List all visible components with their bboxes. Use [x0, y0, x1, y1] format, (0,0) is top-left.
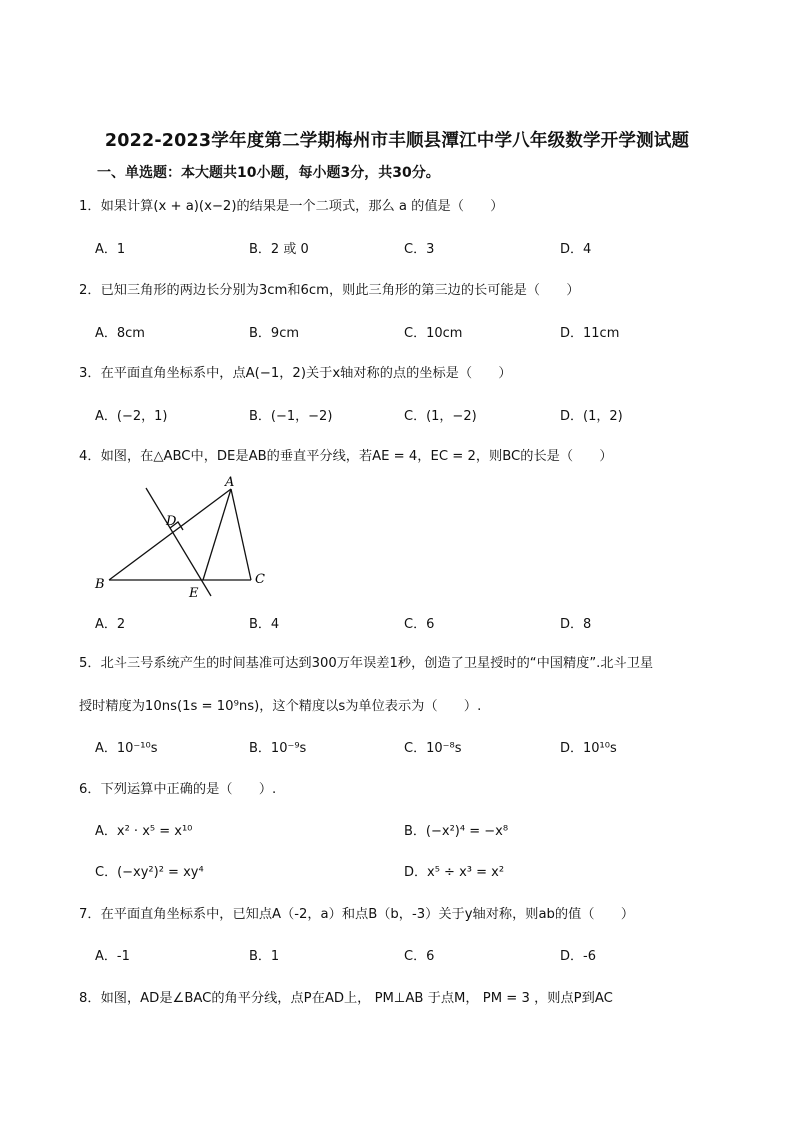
q7-option-b: B．1: [249, 949, 280, 964]
question-6-stem: 6．下列运算中正确的是（ ）.: [79, 782, 277, 797]
q2-option-d: D．11cm: [560, 326, 620, 341]
question-8-stem: 8．如图，AD是∠BAC的角平分线，点P在AD上， PM⊥AB 于点M， PM = 3 ，则点P到AC: [79, 991, 613, 1006]
q6-option-b: B．(−x²)⁴ = −x⁸: [404, 824, 509, 839]
question-5-stem-line2: 授时精度为10ns(1s = 10⁹ns)，这个精度以s为单位表示为（ ）.: [79, 699, 482, 714]
q5-option-c: C．10⁻⁸s: [404, 741, 462, 756]
segment-ac: [231, 489, 251, 580]
question-3-stem: 3．在平面直角坐标系中，点A(−1，2)关于x轴对称的点的坐标是（ ）: [79, 366, 512, 381]
q5-option-a: A．10⁻¹⁰s: [95, 741, 158, 756]
q3-option-d: D．(1，2): [560, 409, 623, 424]
q2-option-c: C．10cm: [404, 326, 463, 341]
q3-option-c: C．(1，−2): [404, 409, 477, 424]
q2-option-a: A．8cm: [95, 326, 145, 341]
q7-option-a: A．-1: [95, 949, 130, 964]
q4-option-a: A．2: [95, 617, 126, 632]
label-b: B: [95, 577, 105, 592]
q6-option-a: A．x² · x⁵ = x¹⁰: [95, 824, 193, 839]
question-2-stem: 2．已知三角形的两边长分别为3cm和6cm，则此三角形的第三边的长可能是（ ）: [79, 283, 580, 298]
q7-option-c: C．6: [404, 949, 435, 964]
question-1-stem: 1．如果计算(x + a)(x−2)的结果是一个二项式，那么 a 的值是（ ）: [79, 199, 504, 214]
question-4-stem: 4．如图，在△ABC中，DE是AB的垂直平分线，若AE = 4，EC = 2，则BC的长是（ ）: [79, 449, 613, 464]
question-7-stem: 7．在平面直角坐标系中，已知点A（-2，a）和点B（b，-3）关于y轴对称，则ab的值（ ）: [79, 907, 635, 922]
q3-option-b: B．(−1，−2): [249, 409, 333, 424]
q7-option-d: D．-6: [560, 949, 596, 964]
q1-option-b: B．2 或 0: [249, 242, 309, 257]
q6-option-d: D．x⁵ ÷ x³ = x²: [404, 865, 505, 880]
q5-option-d: D．10¹⁰s: [560, 741, 617, 756]
q4-option-b: B．4: [249, 617, 280, 632]
q1-option-c: C．3: [404, 242, 435, 257]
q1-option-d: D．4: [560, 242, 592, 257]
q3-option-a: A．(−2，1): [95, 409, 168, 424]
q4-option-d: D．8: [560, 617, 592, 632]
q6-option-c: C．(−xy²)² = xy⁴: [95, 865, 204, 880]
label-c: C: [255, 572, 265, 587]
segment-ba: [109, 489, 231, 580]
label-a: A: [225, 475, 235, 490]
triangle-figure: [86, 470, 286, 605]
segment-ae: [203, 489, 231, 580]
q2-option-b: B．9cm: [249, 326, 300, 341]
question-5-stem: 5．北斗三号系统产生的时间基准可达到300万年误差1秒，创造了卫星授时的“中国精度”.北斗卫星: [79, 656, 654, 671]
q1-option-a: A．1: [95, 242, 126, 257]
q5-option-b: B．10⁻⁹s: [249, 741, 307, 756]
label-d: D: [166, 514, 177, 529]
q4-option-c: C．6: [404, 617, 435, 632]
label-e: E: [189, 586, 199, 601]
page-title: 2022-2023学年度第二学期梅州市丰顺县潭江中学八年级数学开学测试题: [104, 131, 690, 151]
section-heading: 一、单选题：本大题共10小题，每小题3分，共30分。: [97, 165, 440, 181]
